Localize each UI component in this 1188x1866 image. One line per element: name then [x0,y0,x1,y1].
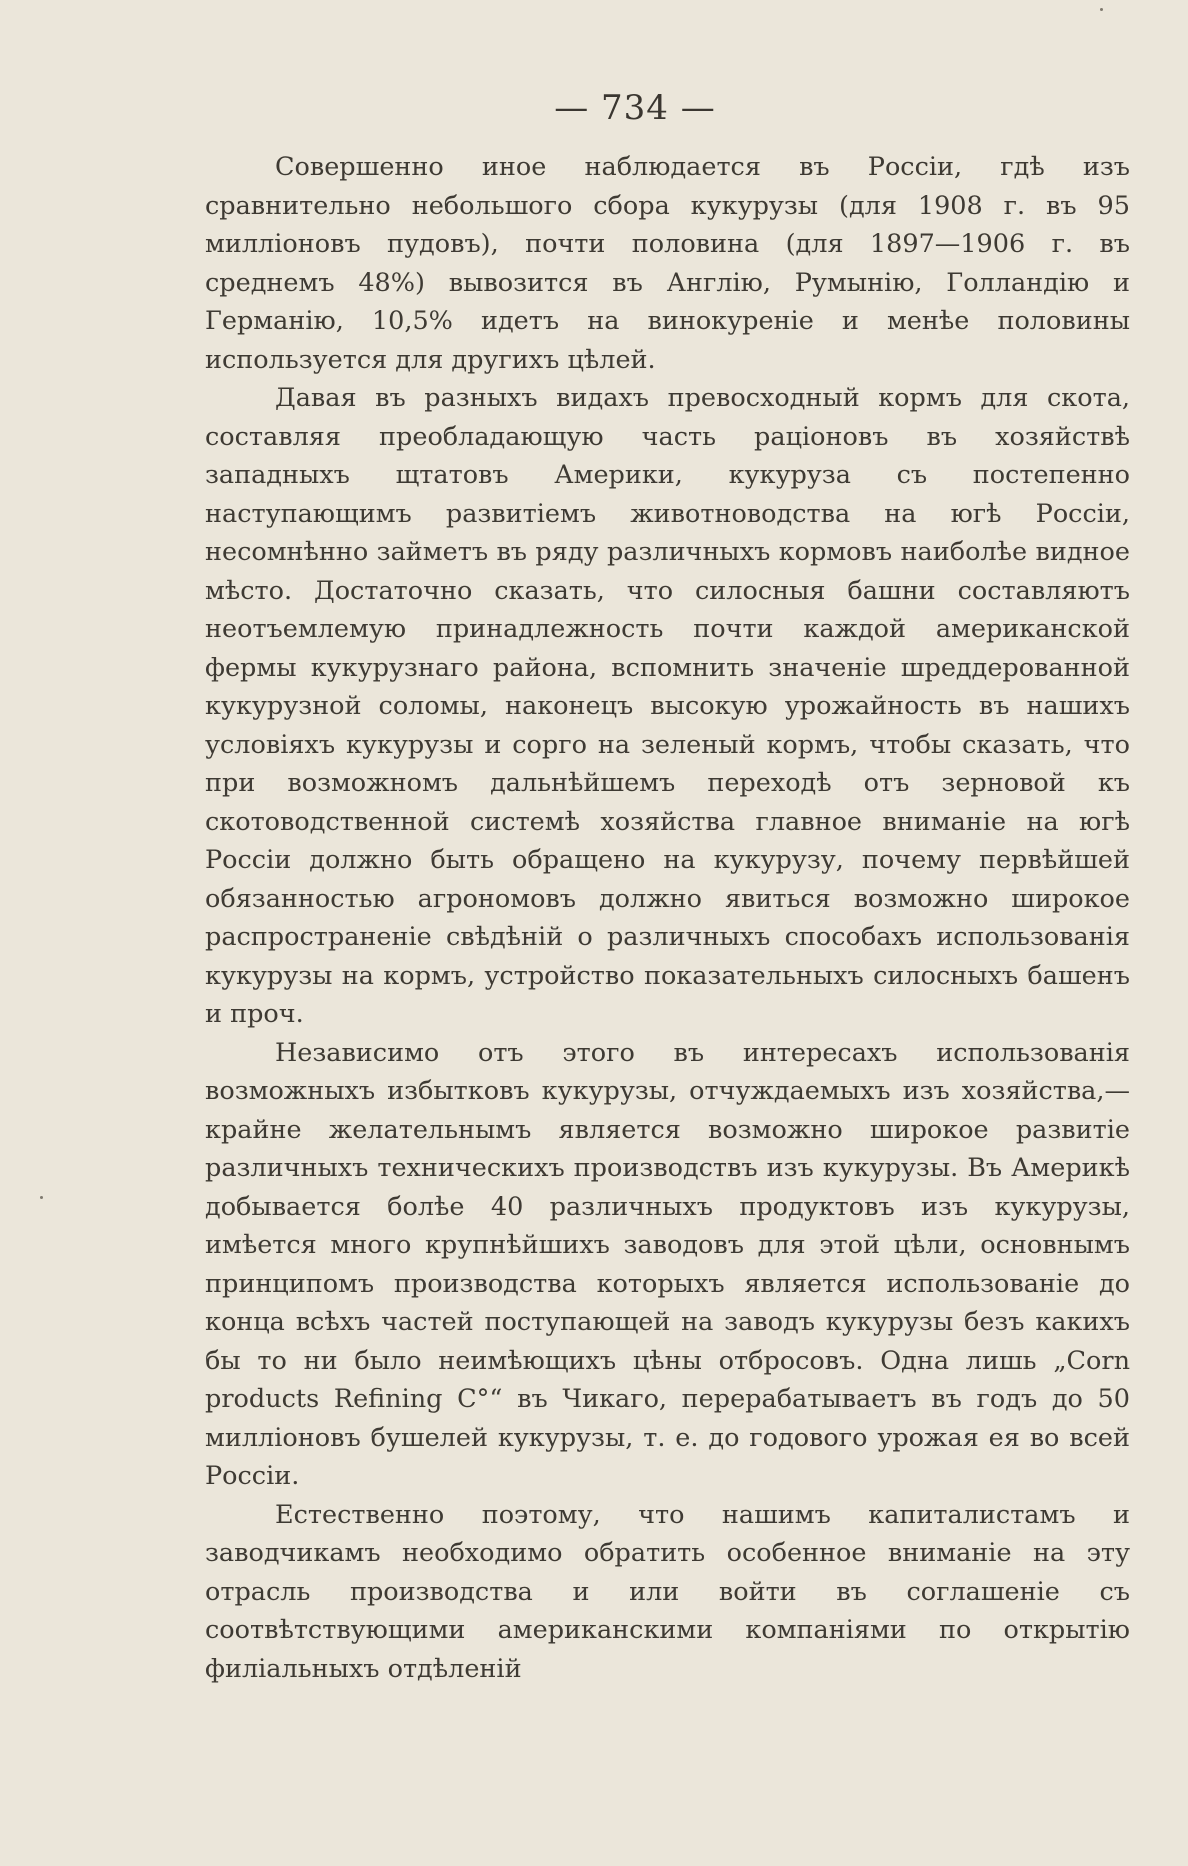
paragraph-1: Совершенно иное наблюдается въ Россіи, гдѣ изъ сравнительно небольшого сбора кукурузы (для 1908 г. въ 95 милліоновъ пудовъ), почти половина (для 1897—1906 г. въ среднемъ 48%) вывозится въ Англію, Румынію, Голландію и Германію, 10,5% идетъ на винокуреніе и менѣе половины используется для другихъ цѣлей. [205,152,1130,375]
paragraph-3: Независимо отъ этого въ интересахъ использованія возможныхъ избытковъ кукурузы, отчуждаемыхъ изъ хозяйства,— крайне желательнымъ является возможно широкое развитіе различныхъ техническихъ производствъ изъ кукурузы. Въ Америкѣ добывается болѣе 40 различныхъ продуктовъ изъ кукурузы, имѣется много крупнѣйшихъ заводовъ для этой цѣли, основнымъ принципомъ производства которыхъ является использованіе до конца всѣхъ частей поступающей на заводъ кукурузы безъ какихъ бы то ни было неимѣющихъ цѣны отбросовъ. Одна лишь „Corn products Refining C°“ въ Чикаго, перерабатываетъ въ годъ до 50 милліоновъ бушелей кукурузы, т. е. до годового урожая ея во всей Россіи. [205,1037,1130,1491]
paragraph-4: Естественно поэтому, что нашимъ капиталистамъ и заводчикамъ необходимо обратить особенное вниманіе на эту отрасль производства и или войти въ соглашеніе съ соотвѣтствующими американскими компаніями по открытію филіальныхъ отдѣленій [205,1499,1130,1684]
paragraph-2: Давая въ разныхъ видахъ превосходный кормъ для скота, составляя преобладающую часть рацiоновъ въ хозяйствѣ западныхъ щтатовъ Америки, кукуруза съ постепенно наступающимъ развитіемъ животноводства на югѣ Россіи, несомнѣнно займетъ въ ряду различныхъ кормовъ наиболѣе видное мѣсто. Достаточно сказать, что силосныя башни составляютъ неотъемлемую принадлежность почти каждой американской фермы кукурузнаго района, вспомнить значеніе шреддерованной кукурузной соломы, наконецъ высокую урожайность въ нашихъ условіяхъ кукурузы и сорго на зеленый кормъ, чтобы сказать, что при возможномъ дальнѣйшемъ переходѣ отъ зерновой къ скотоводственной системѣ хозяйства главное вниманіе на югѣ Россіи должно быть обращено на кукурузу, почему первѣйшей обязанностью агрономовъ должно явиться возможно широкое распространеніе свѣдѣній о различныхъ способахъ использованія кукурузы на кормъ, устройство показательныхъ силосныхъ башенъ и проч. [205,383,1130,1029]
body-text [205,148,1130,1688]
paper-speck [1100,8,1103,11]
page-number: — 734 — [554,88,716,128]
paper-speck [40,1196,43,1199]
